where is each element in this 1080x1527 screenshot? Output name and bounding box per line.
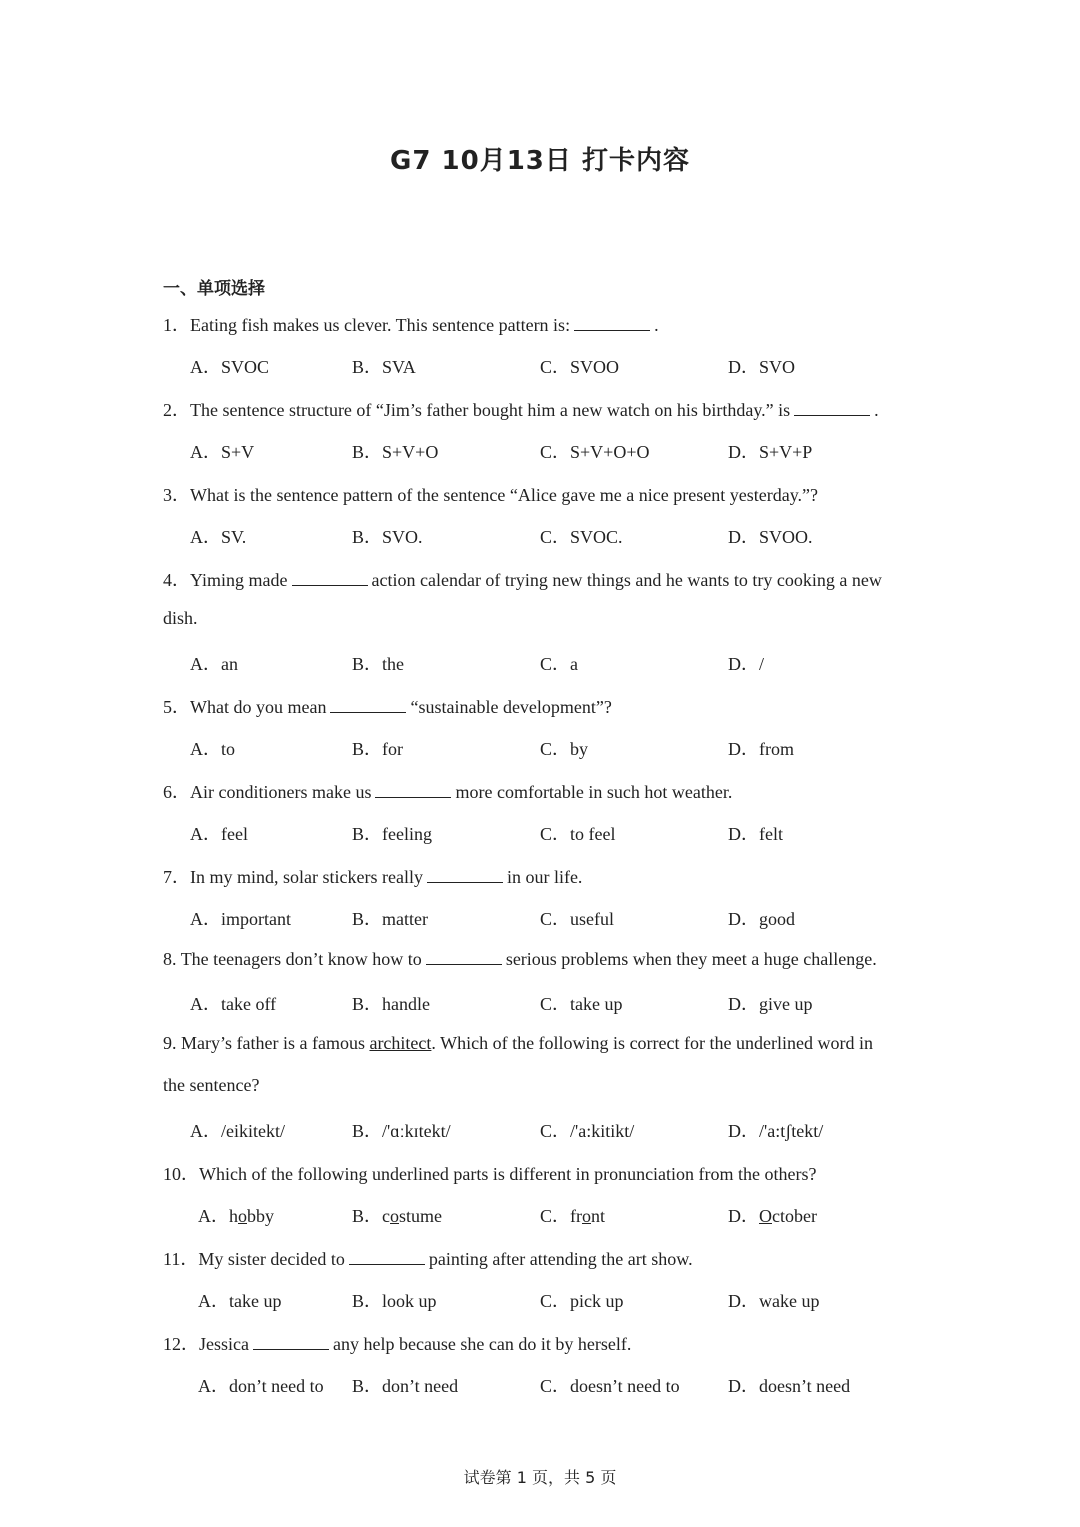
option-a: A．to xyxy=(190,739,235,759)
options-12 xyxy=(0,1372,1080,1396)
answer-blank xyxy=(794,399,870,416)
options-8 xyxy=(0,990,1080,1014)
question-text: What do you mean xyxy=(190,697,327,717)
option-c: C．by xyxy=(540,739,589,759)
question-text: Jessica xyxy=(199,1334,249,1354)
option-b: B．handle xyxy=(352,994,430,1014)
question-text: The sentence structure of “Jim’s father bought him a new watch on his birthday.” is xyxy=(190,400,791,420)
question-text-end: . xyxy=(874,400,879,420)
option-b: B．feeling xyxy=(352,824,432,844)
question-text-end: . Which of the following is correct for the underlined word in xyxy=(431,1033,873,1053)
question-text: My sister decided to xyxy=(198,1249,345,1269)
question-11 xyxy=(163,1245,693,1271)
question-12 xyxy=(163,1330,631,1356)
question-number: 1． xyxy=(163,315,190,335)
option-d: D．/'a:tʃtekt/ xyxy=(728,1121,824,1141)
option-a: A．SV. xyxy=(190,527,247,547)
options-5 xyxy=(0,735,1080,759)
answer-blank xyxy=(349,1248,425,1265)
question-text-end: in our life. xyxy=(506,867,583,887)
option-d: D．SVOO. xyxy=(728,527,813,547)
option-d: D．/ xyxy=(728,654,764,674)
option-text-end: ctober xyxy=(772,1206,817,1226)
option-d: D．doesn’t need xyxy=(728,1376,851,1396)
options-4 xyxy=(0,650,1080,674)
question-text: Yiming made xyxy=(190,570,288,590)
option-c: C．doesn’t need to xyxy=(540,1376,680,1396)
option-b: B．don’t need xyxy=(352,1376,459,1396)
options-2 xyxy=(0,438,1080,462)
option-a: A．don’t need to xyxy=(198,1376,324,1396)
question-3 xyxy=(163,481,818,507)
option-a: A．SVOC xyxy=(190,357,270,377)
question-text: Mary’s father is a famous xyxy=(181,1033,365,1053)
option-b: B．for xyxy=(352,739,403,759)
option-c: C．useful xyxy=(540,909,614,929)
option-a: A．take up xyxy=(198,1291,282,1311)
option-c: C．SVOO xyxy=(540,357,620,377)
option-b: B．S+V+O xyxy=(352,442,439,462)
question-text-end: “sustainable development”? xyxy=(410,697,612,717)
option-text-end: nt xyxy=(591,1206,606,1226)
question-10 xyxy=(163,1160,817,1186)
option-b xyxy=(352,1202,442,1228)
answer-blank xyxy=(426,948,502,965)
question-4-line2: dish. xyxy=(163,608,198,628)
options-11 xyxy=(0,1287,1080,1311)
options-3 xyxy=(0,523,1080,547)
options-9 xyxy=(0,1117,1080,1141)
question-text-end: painting after attending the art show. xyxy=(428,1249,693,1269)
options-1 xyxy=(0,353,1080,377)
options-6 xyxy=(0,820,1080,844)
answer-blank xyxy=(292,569,368,586)
options-7 xyxy=(0,905,1080,929)
underlined-word: architect xyxy=(369,1033,432,1053)
option-b: B．the xyxy=(352,654,404,674)
option-a: A．an xyxy=(190,654,238,674)
question-number: 8. xyxy=(163,949,181,969)
option-d xyxy=(728,1202,817,1228)
question-text-end: any help because she can do it by herself. xyxy=(332,1334,632,1354)
question-text: The teenagers don’t know how to xyxy=(180,949,422,969)
option-c: C．a xyxy=(540,654,578,674)
option-a: A．important xyxy=(190,909,291,929)
option-b: B．matter xyxy=(352,909,428,929)
option-c: C．S+V+O+O xyxy=(540,442,650,462)
option-d: D．give up xyxy=(728,994,813,1014)
option-d: D．SVO xyxy=(728,357,796,377)
option-text-end: bby xyxy=(247,1206,274,1226)
question-6 xyxy=(163,778,732,804)
option-text: A．h xyxy=(198,1206,238,1226)
option-a: A．feel xyxy=(190,824,248,844)
option-text: B．c xyxy=(352,1206,390,1226)
option-c: C．to feel xyxy=(540,824,616,844)
underlined-letter: o xyxy=(582,1206,591,1226)
option-a: A．S+V xyxy=(190,442,255,462)
question-text: What is the sentence pattern of the sentence “Alice gave me a nice present yesterday.”? xyxy=(190,485,819,505)
option-c: C．SVOC. xyxy=(540,527,623,547)
question-9-line2: the sentence? xyxy=(163,1075,260,1095)
question-number: 11． xyxy=(163,1249,199,1269)
question-number: 12． xyxy=(163,1334,199,1354)
option-b: B．/'ɑːkɪtekt/ xyxy=(352,1121,451,1141)
question-number: 5． xyxy=(163,697,190,717)
option-a: A．/eikitekt/ xyxy=(190,1121,285,1141)
question-number: 10． xyxy=(163,1164,199,1184)
option-d: D．from xyxy=(728,739,794,759)
question-2 xyxy=(163,396,879,422)
question-7 xyxy=(163,863,582,889)
question-9 xyxy=(163,1033,873,1054)
underlined-letter: o xyxy=(390,1206,399,1226)
question-text-end: . xyxy=(654,315,659,335)
answer-blank xyxy=(330,696,406,713)
question-text: In my mind, solar stickers really xyxy=(190,867,423,887)
options-10 xyxy=(0,1202,1080,1226)
option-d: D．S+V+P xyxy=(728,442,813,462)
option-text: D． xyxy=(728,1206,759,1226)
option-a xyxy=(198,1202,274,1228)
option-a: A．take off xyxy=(190,994,277,1014)
section-heading: 一、单项选择 xyxy=(163,279,265,299)
question-text: Which of the following underlined parts is different in pronunciation from the others? xyxy=(199,1164,817,1184)
option-c: C．take up xyxy=(540,994,623,1014)
question-number: 6． xyxy=(163,782,190,802)
option-b: B．look up xyxy=(352,1291,437,1311)
option-d: D．good xyxy=(728,909,795,929)
option-b: B．SVA xyxy=(352,357,416,377)
question-number: 3． xyxy=(163,485,190,505)
option-d: D．felt xyxy=(728,824,783,844)
option-text-end: stume xyxy=(399,1206,442,1226)
question-4 xyxy=(163,566,882,592)
question-text: Eating fish makes us clever. This sentence pattern is: xyxy=(190,315,571,335)
page-footer: 试卷第 1 页，共 5 页 xyxy=(463,1468,617,1487)
question-text-end: serious problems when they meet a huge challenge. xyxy=(505,949,877,969)
question-8 xyxy=(163,948,877,970)
option-text: C．fr xyxy=(540,1206,582,1226)
question-5 xyxy=(163,693,612,719)
question-text-end: action calendar of trying new things and he wants to try cooking a new xyxy=(371,570,882,590)
underlined-letter: o xyxy=(238,1206,247,1226)
question-number: 4． xyxy=(163,570,190,590)
answer-blank xyxy=(427,866,503,883)
question-number: 7． xyxy=(163,867,190,887)
answer-blank xyxy=(375,781,451,798)
option-c: C．/'a:kitikt/ xyxy=(540,1121,635,1141)
page-title: G7 10月13日 打卡内容 xyxy=(390,146,690,176)
option-d: D．wake up xyxy=(728,1291,820,1311)
option-b: B．SVO. xyxy=(352,527,423,547)
answer-blank xyxy=(253,1333,329,1350)
question-text: Air conditioners make us xyxy=(190,782,372,802)
question-number: 9. xyxy=(163,1033,181,1053)
option-c: C．pick up xyxy=(540,1291,624,1311)
option-c xyxy=(540,1202,605,1228)
underlined-letter: O xyxy=(759,1206,772,1226)
answer-blank xyxy=(574,314,650,331)
question-number: 2． xyxy=(163,400,190,420)
question-1 xyxy=(163,311,659,337)
question-text-end: more comfortable in such hot weather. xyxy=(455,782,733,802)
